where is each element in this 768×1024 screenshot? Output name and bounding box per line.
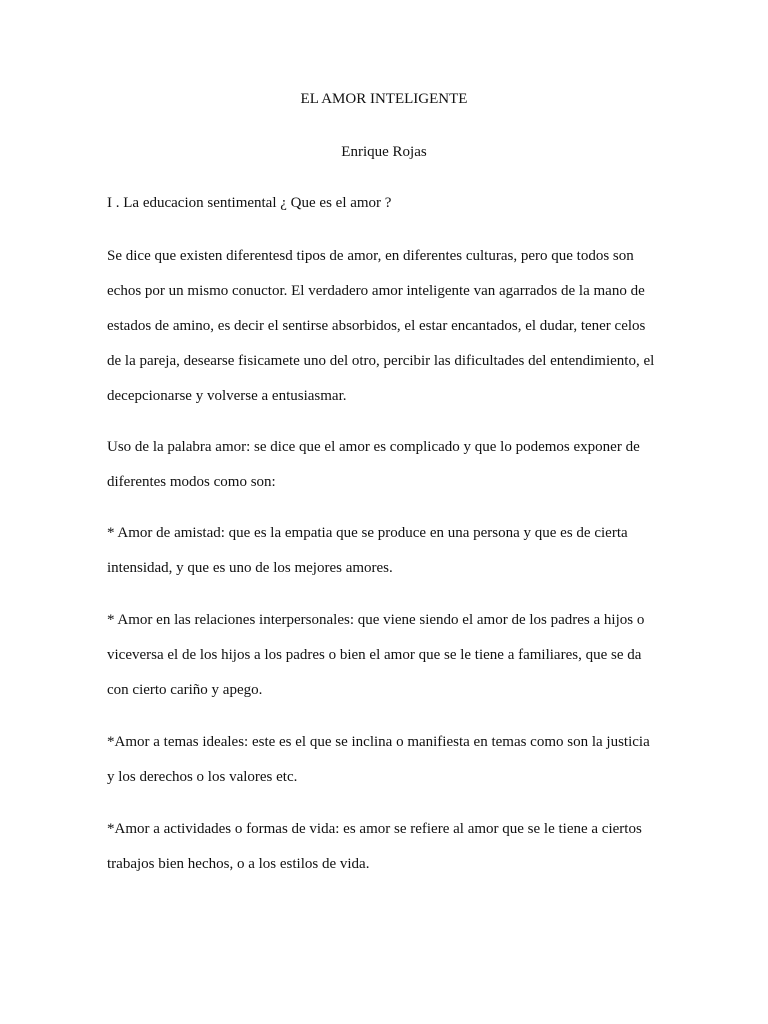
document-author: Enrique Rojas [341,144,427,160]
paragraph-line: decepcionarse y volverse a entusiasmar. [107,388,347,404]
paragraph-line: Uso de la palabra amor: se dice que el amor es complicado y que lo podemos exponer de [107,439,640,455]
paragraph-line: viceversa el de los hijos a los padres o bien el amor que se le tiene a familiares, que se da [107,647,642,663]
paragraph-line: *Amor a temas ideales: este es el que se inclina o manifiesta en temas como son la justicia [107,734,650,750]
paragraph-line: trabajos bien hechos, o a los estilos de vida. [107,856,370,872]
paragraph-line: de la pareja, desearse fisicamete uno del otro, percibir las dificultades del entendimiento, el [107,353,655,369]
paragraph-2 [107,437,667,507]
document-title: EL AMOR INTELIGENTE [300,91,468,107]
paragraph-6 [107,819,667,889]
paragraph-line: estados de amino, es decir el sentirse absorbidos, el estar encantados, el dudar, tener celos [107,318,646,334]
paragraph-3 [107,523,667,593]
paragraph-1 [107,246,667,421]
paragraph-line: * Amor en las relaciones interpersonales: que viene siendo el amor de los padres a hijos o [107,612,645,628]
section-heading [107,193,667,228]
section-heading-text: I . La educacion sentimental ¿ Que es el amor ? [107,195,392,211]
paragraph-line: intensidad, y que es uno de los mejores amores. [107,560,393,576]
paragraph-line: * Amor de amistad: que es la empatia que se produce en una persona y que es de cierta [107,525,628,541]
paragraph-line: echos por un mismo conuctor. El verdadero amor inteligente van agarrados de la mano de [107,283,645,299]
paragraph-line: *Amor a actividades o formas de vida: es amor se refiere al amor que se le tiene a ciertos [107,821,642,837]
paragraph-5 [107,732,667,802]
paragraph-line: con cierto cariño y apego. [107,682,263,698]
paragraph-line: Se dice que existen diferentesd tipos de amor, en diferentes culturas, pero que todos son [107,248,634,264]
paragraph-line: y los derechos o los valores etc. [107,769,298,785]
paragraph-4 [107,610,667,715]
paragraph-line: diferentes modos como son: [107,474,276,490]
